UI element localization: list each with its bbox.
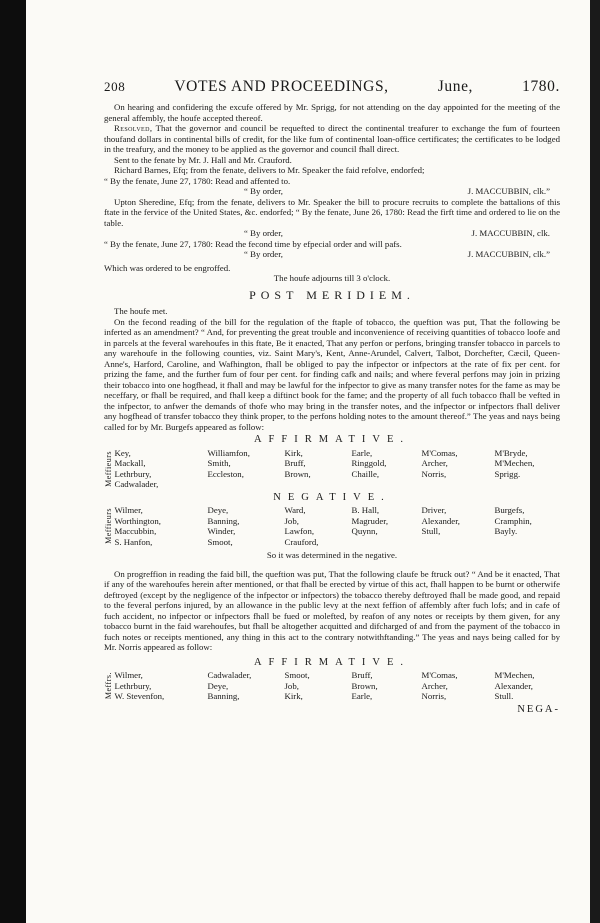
member-name: M'Mechen, bbox=[494, 458, 535, 468]
sheredine-second-reading: “ By the fenate, June 27, 1780: Read the fecond time by efpecial order and will pafs. bbox=[104, 238, 402, 249]
member-name: Sprigg. bbox=[494, 468, 521, 479]
signature-3 bbox=[104, 249, 560, 260]
member-name: Magruder, bbox=[351, 515, 389, 526]
by-order-label: “ By order, bbox=[244, 228, 283, 238]
member-name: Brown, bbox=[284, 468, 311, 479]
tobacco-paragraph: On the fecond reading of the bill for the regulation of the ftaple of tobacco, the queftion was put, That the following be inferted as an amendment? “ And, for preventing the great trouble and inconvenience of receiving quantities of tobacco loofe and in parcels at the feveral warehoufes in this ftate, Be it enacted, That any perfon or perfons, bringing transfer tobacco in parcels to any warehoufe in the following counties, viz. Saint Mary's, Kent, Anne-Arundel, Calvert, Talbot, Dorchefter, Cæcil, Queen-Anne's, Harford, Caroline, and Wafhington, fhall be obliged to pay the infpector or infpectors at the rate of fix per cent. for prizing the fame, and the further fum of four per cent. for finding cafk and nails; and where feveral perfons may join in prizing their tobacco into one hogfhead, it fhall and may be lawful for the infpector to give as many transfer notes for the fame as may be neceffary, or fhall be required, and fhall keep a diftinct book for the fame; and the property of all fuch tobacco fhall be vefted in the infpector, to anfwer the demands of thofe who may bring in the transfer notes, and the infpector or infpectors fhall deliver any hogfhead of transfer tobacco they think proper, to the perfons holding notes to the amount thereof.” The yeas and nays being called for by Mr. Burgefs appeared as follow: bbox=[104, 316, 560, 432]
member-name: Winder, bbox=[207, 526, 236, 536]
scan-edge-left bbox=[0, 0, 26, 923]
post-meridiem-heading: POST MERIDIEM. bbox=[249, 287, 415, 302]
running-header bbox=[104, 78, 560, 96]
member-name: Smith, bbox=[207, 458, 231, 468]
messieurs-text: Meffieurs bbox=[104, 450, 113, 487]
member-name: S. Hanfon, bbox=[114, 536, 153, 547]
member-name: Alexander, bbox=[421, 515, 460, 526]
affirmative-heading-1: AFFIRMATIVE. bbox=[253, 434, 411, 445]
member-name: Crauford, bbox=[284, 536, 319, 547]
member-name: Burgefs, bbox=[494, 505, 525, 515]
affirmative-names-2 bbox=[115, 670, 565, 702]
engrossed-line: Which was ordered to be engroffed. bbox=[104, 262, 231, 273]
header-month: June, bbox=[437, 78, 474, 95]
member-name bbox=[352, 479, 422, 490]
clerk-signature: J. MACCUBBIN, clk.” bbox=[467, 249, 550, 259]
adjourns-line: The houfe adjourns till 3 o'clock. bbox=[273, 273, 391, 283]
member-name: M'Bryde, bbox=[494, 447, 528, 458]
member-name: B. Hall, bbox=[351, 505, 380, 515]
messieurs-text: Meffieurs bbox=[104, 508, 113, 544]
member-name bbox=[208, 479, 285, 490]
member-name: Driver, bbox=[421, 505, 447, 515]
negative-names-1 bbox=[115, 505, 565, 547]
page-content bbox=[104, 78, 560, 719]
member-name: Alexander, bbox=[494, 680, 533, 691]
member-name: M'Comas, bbox=[421, 447, 458, 458]
member-name bbox=[422, 479, 495, 490]
sent-line: Sent to the fenate by Mr. J. Hall and Mr. Crauford. bbox=[114, 154, 292, 165]
member-name bbox=[352, 537, 422, 548]
negative-vote-1 bbox=[104, 505, 560, 547]
member-name: Stull, bbox=[421, 526, 441, 536]
sprigg-paragraph: On hearing and confidering the excufe offered by Mr. Sprigg, for not attending on the day appointed for the meeting of the general affembly, the houfe accepted thereof. bbox=[104, 102, 560, 123]
member-name: Stull. bbox=[494, 691, 514, 701]
resolved-paragraph bbox=[104, 123, 560, 155]
member-name: Bruff, bbox=[284, 458, 306, 468]
member-name: Cadwalader, bbox=[114, 479, 159, 489]
member-name: Lawfon, bbox=[284, 526, 315, 536]
member-name: M'Mechen, bbox=[494, 670, 535, 680]
house-met-line: The houfe met. bbox=[114, 306, 168, 316]
member-name bbox=[495, 537, 565, 548]
messieurs-label bbox=[104, 448, 115, 490]
member-name: Eccleston, bbox=[207, 468, 244, 479]
clause-paragraph: On progreffion in reading the faid bill, the queftion was put, That the following claufe be ftruck out? “ And be it enacted, That if any of the warehoufes herein after mentioned, or that fhall be erected by virtue of this act, fhall happen to be burnt or otherwife deftroyed (except by the negligence of the infpector or infpectors) the tobacco thereby deftroyed fhall be made good, and repaid to the feveral perfons injured, by an allowance in the public levy at the next feffion of affembly after fuch lofs; and in cafe of fuch accident, no infpector or infpectors fhall be fued or molefted, by reafon of any notes or receipts by them given, for any tobacco burnt in the faid warehoufes, but fhall be altogether acquitted and difcharged of and from the payment of the tobacco in fuch notes or receipts mentioned, any thing in this act to the contrary notwithftanding.” The yeas and nays being called for by Mr. Norris appeared as follow: bbox=[104, 568, 560, 652]
resolved-text: That the governor and council be requefted to direct the continental treafurer to exchange the fum of fourteen thoufand dollars in continental bills of credit, for the like fum of continental loan-office certificates; the certificates to be lodged in the treafury, and the money to be applied as the governor and council fhall direct. bbox=[104, 123, 560, 154]
member-name: Job, bbox=[284, 515, 299, 526]
member-name: Chaille, bbox=[351, 468, 380, 479]
member-name: Norris, bbox=[421, 468, 447, 479]
member-name: Archer, bbox=[421, 680, 448, 691]
catchword-row bbox=[104, 705, 560, 719]
member-name: Mackall, bbox=[114, 458, 146, 468]
signature-1 bbox=[104, 186, 560, 197]
member-name: Bruff, bbox=[351, 670, 373, 680]
member-name bbox=[285, 479, 352, 490]
by-order-label: “ By order, bbox=[244, 249, 283, 259]
member-name: Banning, bbox=[207, 691, 240, 701]
affirmative-vote-2 bbox=[104, 670, 560, 702]
signature-2 bbox=[104, 228, 560, 239]
affirmative-vote-1 bbox=[104, 448, 560, 490]
member-name: Cadwalader, bbox=[207, 670, 252, 680]
member-name: Bayly. bbox=[494, 526, 518, 536]
member-name bbox=[495, 479, 565, 490]
member-name: W. Stevenfon, bbox=[114, 691, 165, 701]
member-name: Ringgold, bbox=[351, 458, 387, 468]
messieurs-label bbox=[104, 670, 115, 702]
sheredine-paragraph: Upton Sheredine, Efq; from the fenate, delivers to Mr. Speaker the bill to procure recruits to complete the battalions of this ftate in the fervice of the United States, &c. endorfed; “ By the fenate, June 26, 1780: Read the firft time and ordered to lie on the table. bbox=[104, 196, 560, 228]
clerk-signature: J. MACCUBBIN, clk. bbox=[471, 228, 550, 238]
member-name: Smoot, bbox=[284, 670, 310, 680]
header-year: 1780. bbox=[522, 78, 560, 95]
member-name: Wilmer, bbox=[114, 505, 143, 515]
clerk-signature: J. MACCUBBIN, clk.” bbox=[467, 186, 550, 196]
member-name: Worthington, bbox=[114, 515, 161, 526]
member-name: Norris, bbox=[421, 691, 447, 701]
negative-heading-1: NEGATIVE. bbox=[273, 491, 391, 503]
member-name: Williamfon, bbox=[207, 447, 250, 458]
member-name: Banning, bbox=[207, 515, 240, 526]
member-name: Job, bbox=[284, 680, 299, 691]
member-name: Ward, bbox=[284, 505, 306, 515]
member-name: Quynn, bbox=[351, 526, 378, 536]
barnes-endorsement: “ By the fenate, June 27, 1780: Read and affented to. bbox=[104, 175, 291, 186]
messieurs-text: Meffrs. bbox=[104, 672, 113, 700]
member-name: Earle, bbox=[351, 691, 373, 701]
member-name: Earle, bbox=[351, 447, 373, 458]
member-name: Key, bbox=[114, 447, 131, 458]
affirmative-names-1 bbox=[115, 448, 565, 490]
page-number: 208 bbox=[104, 79, 126, 94]
member-name: Kirk, bbox=[284, 691, 303, 701]
vote-result: So it was determined in the negative. bbox=[266, 550, 398, 560]
member-name: Lethrbury, bbox=[114, 680, 152, 691]
messieurs-label bbox=[104, 505, 115, 547]
header-title: VOTES AND PROCEEDINGS, bbox=[174, 78, 389, 95]
by-order-label: “ By order, bbox=[244, 186, 283, 196]
member-name bbox=[422, 537, 495, 548]
member-name: Lethrbury, bbox=[114, 468, 152, 479]
member-name: Deye, bbox=[207, 680, 229, 691]
scan-edge-right bbox=[590, 0, 600, 923]
member-name: Cramphin, bbox=[494, 515, 532, 526]
member-name: Kirk, bbox=[284, 447, 303, 458]
catchword: NEGA- bbox=[517, 703, 560, 715]
member-name: Smoot, bbox=[207, 536, 233, 547]
member-name: Deye, bbox=[207, 505, 229, 515]
member-name: M'Comas, bbox=[421, 670, 458, 680]
member-name: Wilmer, bbox=[114, 670, 143, 680]
resolved-label: Resolved, bbox=[114, 123, 153, 133]
member-name: Archer, bbox=[421, 458, 448, 468]
member-name: Brown, bbox=[351, 680, 378, 691]
barnes-paragraph: Richard Barnes, Efq; from the fenate, delivers to Mr. Speaker the faid refolve, endorfed; bbox=[114, 165, 425, 175]
member-name: Maccubbin, bbox=[114, 526, 157, 536]
affirmative-heading-2: AFFIRMATIVE. bbox=[253, 656, 411, 668]
